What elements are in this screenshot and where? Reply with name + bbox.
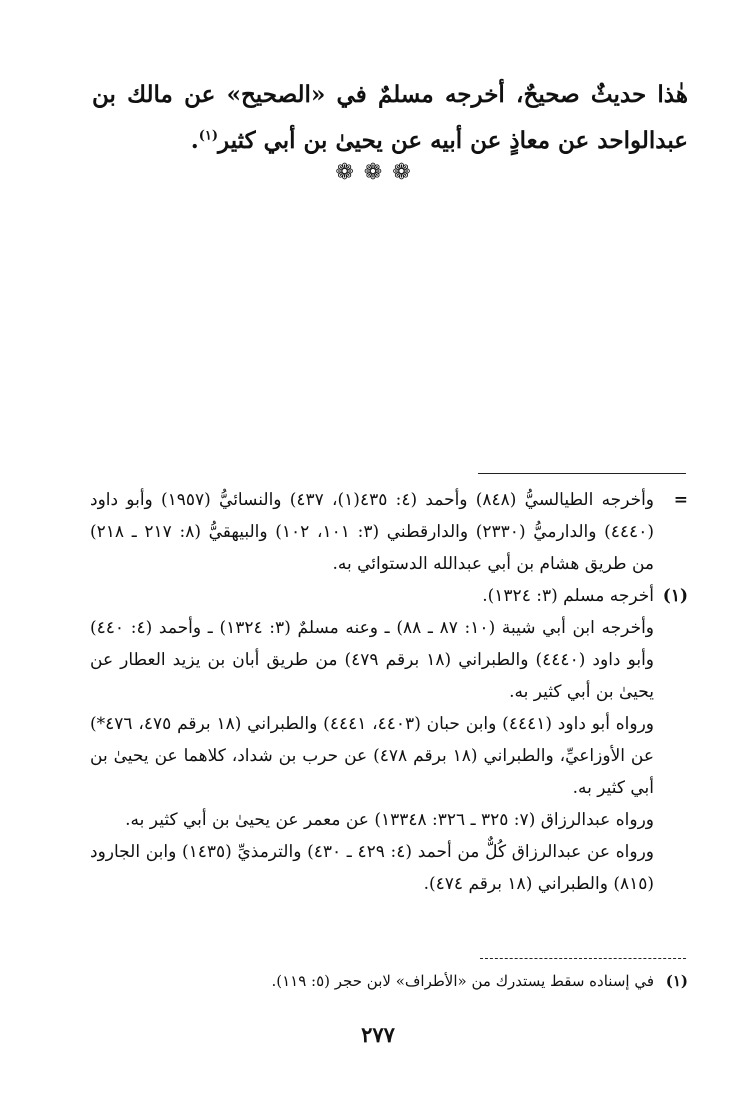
footnote-paragraph: ورواه عن عبدالرزاق كُلٌّ من أحمد (٤: ٤٢٩ ـ ٤٣٠) والترمذيِّ (١٤٣٥) وابن الجارود (٨١٥) والطبراني (١٨ برقم ٤٧٤). <box>90 842 654 894</box>
margin-note-text: في إسناده سقط يستدرك من «الأطراف» لابن حجر (٥: ١١٩). <box>271 972 654 990</box>
footnote-paragraph: ورواه عبدالرزاق (٧: ٣٢٥ ـ ٣٢٦: ١٣٣٤٨) عن معمر عن يحيىٰ بن أبي كثير به. <box>125 810 654 830</box>
footnote-reference[interactable]: (١) <box>198 128 219 144</box>
margin-note-separator <box>480 958 686 959</box>
footnote-1 <box>90 580 688 900</box>
main-paragraph <box>92 72 688 164</box>
footnote-body <box>90 484 654 580</box>
footnote-paragraph: أخرجه مسلم (٣: ١٣٢٤). <box>482 586 654 606</box>
footnote-continuation <box>90 484 688 580</box>
footnote-paragraph: وأخرجه الطيالسيُّ (٨٤٨) وأحمد (٤: ٤٣٥(١)، ٤٣٧) والنسائيُّ (١٩٥٧) وأبو داود (٤٤٤٠) والدارميُّ (٢٣٣٠) والدارقطني (٣: ١٠١، ١٠٢) والبيهقيُّ (٨: ٢١٧ ـ ٢١٨) من طريق هشام بن أبي عبدالله الدستوائي به. <box>90 490 655 574</box>
main-paragraph-text: هٰذا حديثٌ صحيحٌ، أخرجه مسلمٌ في «الصحيح» عن مالك بن عبدالواحد عن معاذٍ عن أبيه عن يحيىٰ بن أبي كثير <box>92 81 688 154</box>
footnote-marker: = <box>673 490 688 510</box>
margin-note <box>90 966 688 996</box>
main-paragraph-end: . <box>190 127 199 154</box>
footnote-body <box>90 580 654 900</box>
footnote-marker: (١) <box>662 586 688 606</box>
footnotes <box>90 484 688 900</box>
section-ornament-icon: ❁❁❁ <box>335 160 421 185</box>
page-number: ٢٧٧ <box>361 1022 395 1047</box>
margin-note-marker: (١) <box>665 972 688 990</box>
footnote-paragraph: وأخرجه ابن أبي شيبة (١٠: ٨٧ ـ ٨٨) ـ وعنه مسلمٌ (٣: ١٣٢٤) ـ وأحمد (٤: ٤٤٠) وأبو داود (٤٤٤٠) والطبراني (١٨ برقم ٤٧٩) من طريق أبان بن يزيد العطار عن يحيىٰ بن أبي كثير به. <box>90 618 655 702</box>
footnote-separator <box>478 473 686 474</box>
footnote-paragraph: ورواه أبو داود (٤٤٤١) وابن حبان (٤٤٠٣، ٤٤٤١) والطبراني (١٨ برقم ٤٧٥، ٤٧٦*) عن الأوزاعيِّ، والطبراني (١٨ برقم ٤٧٨) عن حرب بن شداد، كلاهما عن يحيىٰ بن أبي كثير به. <box>90 714 655 798</box>
